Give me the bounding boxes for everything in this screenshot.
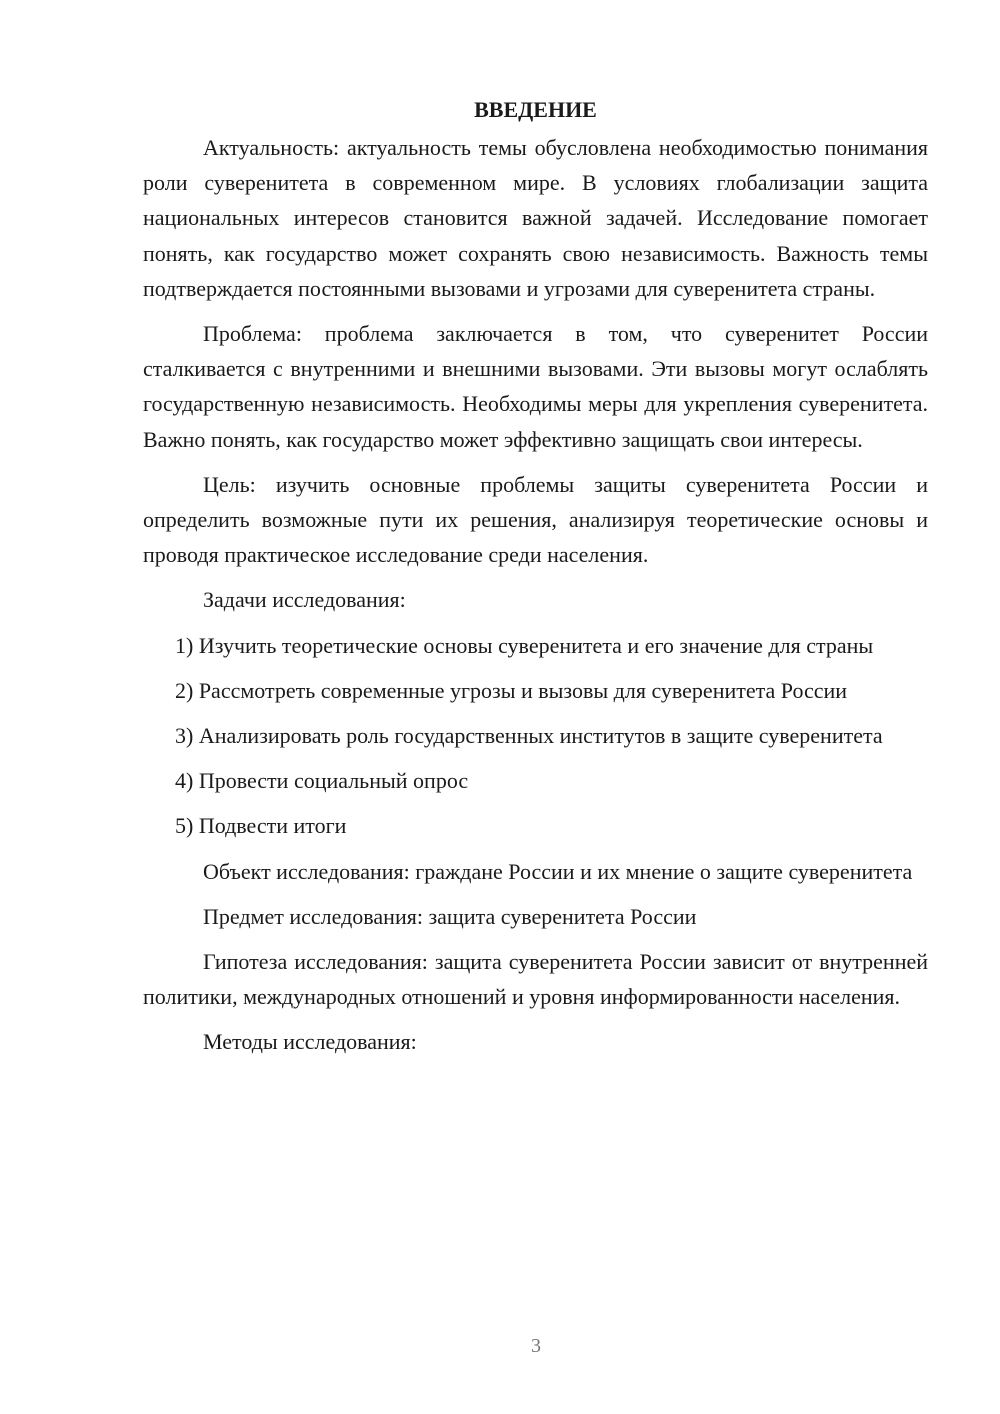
page-title: ВВЕДЕНИЕ [474, 97, 597, 122]
task-item-1: 1) Изучить теоретические основы суверенитета и его значение для страны [175, 632, 874, 658]
task-item-3: 3) Анализировать роль государственных институтов в защите суверенитета [175, 723, 883, 749]
paragraph-subject: Предмет исследования: защита суверенитета России [203, 903, 697, 929]
paragraph-relevance: Актуальность: актуальность темы обусловлена необходимостью понимания роли суверенитета в современном мире. В условиях глобализации защита национальных интересов становится важной задачей. Исследование помогает понять, как государство может сохранять свою независимость. Важность темы подтверждается постоянными вызовами и угрозами для суверенитета страны. [143, 135, 928, 301]
task-item-4: 4) Провести социальный опрос [175, 768, 469, 794]
tasks-heading: Задачи исследования: [203, 587, 406, 613]
paragraph-problem: Проблема: проблема заключается в том, что суверенитет России сталкивается с внутренними и внешними вызовами. Эти вызовы могут ослаблять государственную независимость. Необходимы меры для укрепления суверенитета. Важно понять, как государство может эффективно защищать свои интересы. [143, 321, 928, 452]
task-item-5: 5) Подвести итоги [175, 813, 347, 839]
methods-heading: Методы исследования: [203, 1029, 417, 1055]
paragraph-hypothesis: Гипотеза исследования: защита суверенитета России зависит от внутренней политики, международных отношений и уровня информированности населения. [143, 949, 928, 1010]
page-number: 3 [531, 1335, 541, 1357]
document-page [143, 92, 928, 1070]
paragraph-object: Объект исследования: граждане России и их мнение о защите суверенитета [203, 858, 913, 884]
task-item-2: 2) Рассмотреть современные угрозы и вызовы для суверенитета России [175, 677, 848, 703]
paragraph-goal: Цель: изучить основные проблемы защиты суверенитета России и определить возможные пути их решения, анализируя теоретические основы и проводя практическое исследование среди населения. [143, 471, 928, 568]
